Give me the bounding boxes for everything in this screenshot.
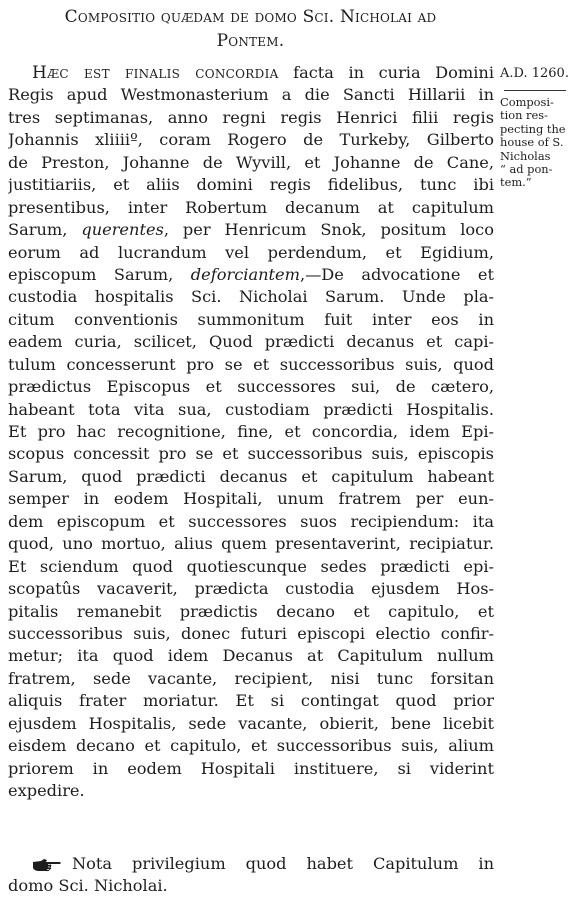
body-line: metur; ita quod idem Decanus at Capitulum nullum bbox=[8, 646, 494, 666]
margin-sidenote: Composi- tion res- pecting the house of S. Nicholas “ ad pon- tem.” bbox=[500, 95, 566, 190]
body-line: habeant tota vita sua, custodiam prædicti Hospitalis. bbox=[8, 399, 494, 419]
body-line: eadem curia, scilicet, Quod prædicti decanus et capi- bbox=[8, 332, 494, 352]
body-line: Regis apud Westmonasterium a die Sancti Hillarii in bbox=[8, 85, 494, 105]
body-line: scopatûs vacaverit, prædicta custodia ejusdem Hos- bbox=[8, 579, 494, 599]
body-line: citum conventionis summonitum fuit inter eos in bbox=[8, 309, 494, 329]
body-line: quod, uno mortuo, alius quem presentaverint, recipiatur. bbox=[8, 534, 494, 554]
body-line: dem episcopum et successores suos recipiendum: ita bbox=[8, 511, 494, 531]
body-line: de Preston, Johanne de Wyvill, et Johanne de Cane, bbox=[8, 152, 494, 172]
body-line: Et pro hac recognitione, fine, et concordia, idem Epi- bbox=[8, 422, 494, 441]
heading-line-2: Pontem. bbox=[216, 31, 285, 51]
body-text bbox=[8, 62, 494, 802]
manicule-icon bbox=[32, 858, 62, 872]
nota-line-2: domo Sci. Nicholai. bbox=[8, 876, 168, 896]
body-line: fratrem, sede vacante, recipient, nisi tunc forsitan bbox=[8, 668, 494, 688]
body-line: Et sciendum quod quotiescunque sedes prædicti epi- bbox=[8, 556, 494, 576]
body-line: custodia hospitalis Sci. Nicholai Sarum. Unde pla- bbox=[8, 287, 494, 307]
heading bbox=[8, 5, 493, 53]
body-line: eorum ad lucrandum vel perdendum, et Egidium, bbox=[8, 242, 494, 262]
body-line: scopus concessit pro se et successoribus suis, episcopis bbox=[8, 444, 494, 464]
body-line: episcopum Sarum, deforciantem,—De advocatione et bbox=[8, 264, 494, 284]
body-line: ejusdem Hospitalis, sede vacante, obierit, bene licebit bbox=[8, 713, 494, 733]
italic-deforciantem: deforciantem bbox=[190, 264, 300, 284]
body-line: presentibus, inter Robertum decanum at capitulum bbox=[8, 197, 494, 217]
body-line: successoribus suis, donec futuri episcopi electio confir- bbox=[8, 623, 494, 643]
body-line: eisdem decano et capitulo, et successoribus suis, alium bbox=[8, 736, 494, 756]
italic-querentes: querentes bbox=[81, 220, 164, 240]
body-line: pitalis remanebit prædictis decano et capitulo, et bbox=[8, 601, 494, 621]
nota-paragraph bbox=[8, 853, 494, 898]
body-line: priorem in eodem Hospitali instituere, si viderint bbox=[8, 758, 494, 778]
body-line: expedire. bbox=[8, 781, 85, 800]
margin-rule bbox=[504, 90, 566, 91]
body-line: tulum concesserunt pro se et successoribus suis, quod bbox=[8, 354, 494, 374]
body-line: Hæc est finalis concordia facta in curia Domini bbox=[32, 63, 494, 83]
opening-phrase: Hæc est finalis concordia bbox=[32, 63, 279, 83]
body-line: tres septimanas, anno regni regis Henrici filii regis bbox=[8, 107, 494, 127]
body-line: semper in eodem Hospitali, unum fratrem per eun- bbox=[8, 489, 494, 509]
body-line: Johannis xliiiiº, coram Rogero de Turkeby, Gilberto bbox=[8, 130, 494, 150]
body-line: prædictus Episcopus et successores sui, de cætero, bbox=[8, 377, 494, 397]
nota-line-1: Nota privilegium quod habet Capitulum in bbox=[8, 853, 494, 875]
body-line: Sarum, quod prædicti decanus et capitulum habeant bbox=[8, 466, 494, 486]
body-line: Sarum, querentes, per Henricum Snok, positum loco bbox=[8, 220, 494, 240]
body-line: aliquis frater moriatur. Et si contingat quod prior bbox=[8, 691, 494, 711]
margin-date: A.D. 1260. bbox=[500, 66, 569, 81]
body-line: justitiariis, et aliis domini regis fidelibus, tunc ibi bbox=[8, 175, 494, 195]
heading-line-1: Compositio quædam de domo Sci. Nicholai ad bbox=[64, 7, 437, 27]
